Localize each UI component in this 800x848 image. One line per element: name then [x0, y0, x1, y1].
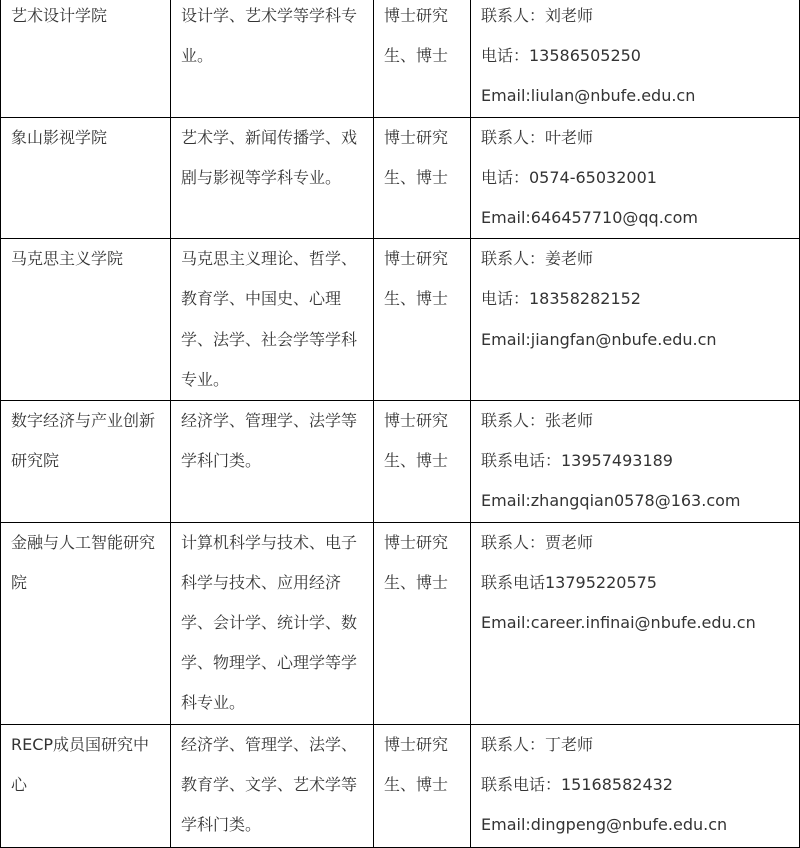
contact-person: 联系人：贾老师 [481, 532, 594, 552]
contact-phone: 联系电话：15168582432 [481, 774, 673, 794]
contact-phone: 联系电话：13957493189 [481, 451, 673, 471]
majors-cell: 经济学、管理学、法学等学科门类。 [171, 401, 374, 523]
unit-cell: RECP成员国研究中心 [1, 724, 171, 847]
degree-level-cell: 博士研究生、博士 [374, 522, 471, 724]
contact-phone: 电话：0574-65032001 [481, 167, 657, 187]
majors-cell: 艺术学、新闻传播学、戏剧与影视等学科专业。 [171, 117, 374, 239]
majors-cell: 马克思主义理论、哲学、教育学、中国史、心理学、法学、社会学等学科专业。 [171, 239, 374, 401]
contact-email: Email:liulan@nbufe.edu.cn [481, 86, 696, 106]
table-row [1, 117, 800, 239]
unit-cell: 马克思主义学院 [1, 239, 171, 401]
table-row [1, 724, 800, 847]
contact-person: 联系人：姜老师 [481, 249, 594, 269]
unit-cell: 艺术设计学院 [1, 0, 171, 117]
contact-cell [471, 117, 800, 239]
degree-level-cell: 博士研究生、博士 [374, 117, 471, 239]
degree-level-cell: 博士研究生、博士 [374, 0, 471, 117]
unit-cell: 象山影视学院 [1, 117, 171, 239]
contact-cell [471, 522, 800, 724]
unit-cell: 金融与人工智能研究院 [1, 522, 171, 724]
contact-person: 联系人：叶老师 [481, 127, 594, 147]
majors-cell: 计算机科学与技术、电子科学与技术、应用经济学、会计学、统计学、数学、物理学、心理学等学科专业。 [171, 522, 374, 724]
contact-email: Email:jiangfan@nbufe.edu.cn [481, 329, 717, 349]
contact-person: 联系人：丁老师 [481, 734, 594, 754]
table-body [1, 0, 800, 847]
contact-cell [471, 239, 800, 401]
contact-person: 联系人：张老师 [481, 411, 594, 431]
unit-cell: 数字经济与产业创新研究院 [1, 401, 171, 523]
contact-phone: 电话：13586505250 [481, 46, 641, 66]
contact-email: Email:dingpeng@nbufe.edu.cn [481, 815, 728, 835]
contact-phone: 联系电话13795220575 [481, 572, 657, 592]
majors-cell: 经济学、管理学、法学、教育学、文学、艺术学等学科门类。 [171, 724, 374, 847]
contact-cell [471, 401, 800, 523]
majors-cell: 设计学、艺术学等学科专业。 [171, 0, 374, 117]
contact-cell [471, 724, 800, 847]
contact-email: Email:646457710@qq.com [481, 208, 698, 228]
table-row [1, 0, 800, 117]
contact-email: Email:career.infinai@nbufe.edu.cn [481, 613, 756, 633]
contact-person: 联系人：刘老师 [481, 6, 594, 25]
contact-cell [471, 0, 800, 117]
table-row [1, 239, 800, 401]
table-row [1, 522, 800, 724]
contact-phone: 电话：18358282152 [481, 289, 641, 309]
degree-level-cell: 博士研究生、博士 [374, 239, 471, 401]
table-row [1, 401, 800, 523]
degree-level-cell: 博士研究生、博士 [374, 401, 471, 523]
contact-email: Email:zhangqian0578@163.com [481, 491, 741, 511]
degree-level-cell: 博士研究生、博士 [374, 724, 471, 847]
